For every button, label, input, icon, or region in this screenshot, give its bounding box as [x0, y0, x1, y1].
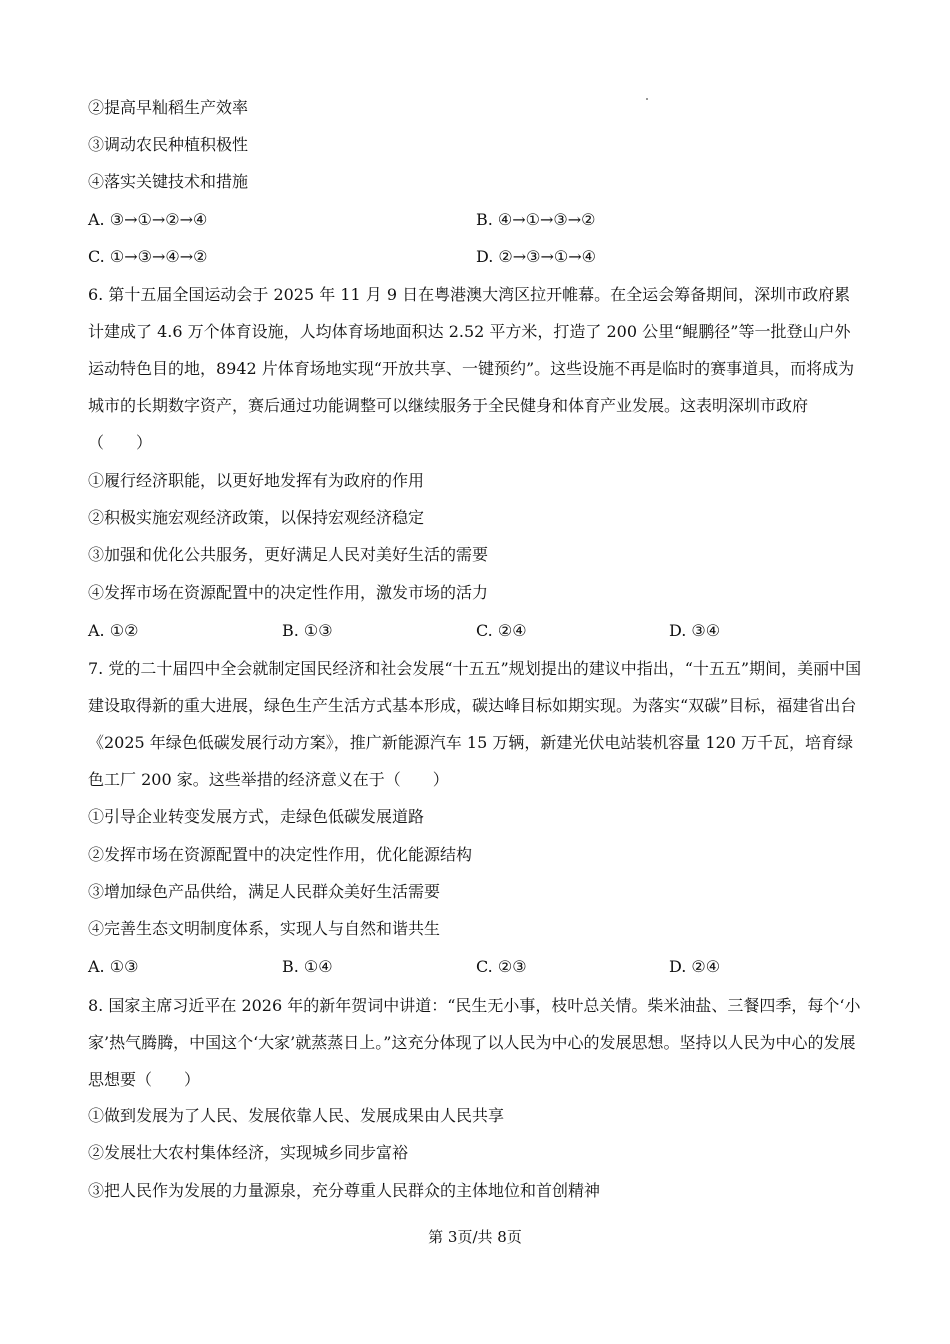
q8-item-1: ①做到发展为了人民、发展依靠人民、发展成果由人民共享	[88, 1106, 505, 1125]
q5-option-d: D. ②→③→①→④	[476, 247, 597, 266]
q5-item-3: ③调动农民种植积极性	[88, 135, 249, 154]
q7-option-d: D. ②④	[669, 957, 721, 976]
q7-item-4: ④完善生态文明制度体系，实现人与自然和谐共生	[88, 919, 441, 938]
q7-item-3: ③增加绿色产品供给，满足人民群众美好生活需要	[88, 882, 441, 901]
q5-option-c: C. ①→③→④→②	[88, 247, 208, 266]
q5-option-b: B. ④→①→③→②	[476, 210, 596, 229]
q6-item-3: ③加强和优化公共服务，更好满足人民对美好生活的需要	[88, 545, 489, 564]
q6-option-a: A. ①②	[88, 621, 139, 640]
q8-item-2: ②发展壮大农村集体经济，实现城乡同步富裕	[88, 1143, 409, 1162]
q6-option-c: C. ②④	[476, 621, 527, 640]
page-number-footer: 第 3页/共 8页	[428, 1228, 522, 1246]
q8-stem: 8. 国家主席习近平在 2026 年的新年贺词中讲道：“民生无小事，枝叶总关情。柴米油盐、三餐四季，每个‘小家’热气腾腾，中国这个‘大家’就蒸蒸日上。”这充分体现了以人民为中心的发展思想。坚持以人民为中心的发展思想要（ ）	[88, 996, 861, 1089]
q6-item-4: ④发挥市场在资源配置中的决定性作用，激发市场的活力	[88, 583, 489, 602]
q7-option-a: A. ①③	[88, 957, 139, 976]
q7-stem: 7. 党的二十届四中全会就制定国民经济和社会发展“十五五”规划提出的建议中指出，“十五五”期间，美丽中国建设取得新的重大进展，绿色生产生活方式基本形成，碳达峰目标如期实现。为落实“双碳”目标，福建省出台《2025 年绿色低碳发展行动方案》，推广新能源汽车 15 万辆，新建光伏电站装机容量 120 万千瓦，培育绿色工厂 200 家。这些举措的经济意义在于（ ）	[88, 659, 862, 789]
q6-option-b: B. ①③	[282, 621, 333, 640]
q6-option-d: D. ③④	[669, 621, 721, 640]
q7-option-b: B. ①④	[282, 957, 333, 976]
q6-item-2: ②积极实施宏观经济政策，以保持宏观经济稳定	[88, 508, 425, 527]
q8-item-3: ③把人民作为发展的力量源泉，充分尊重人民群众的主体地位和首创精神	[88, 1181, 601, 1200]
q5-option-a: A. ③→①→②→④	[88, 210, 208, 229]
q7-item-1: ①引导企业转变发展方式，走绿色低碳发展道路	[88, 807, 425, 826]
q6-stem: 6. 第十五届全国运动会于 2025 年 11 月 9 日在粤港澳大湾区拉开帷幕。在全运会筹备期间，深圳市政府累计建成了 4.6 万个体育设施，人均体育场地面积达 2.52 平方米，打造了 200 公里“鲲鹏径”等一批登山户外运动特色目的地，8942 片体育场地实现“开放共享、一键预约”。这些设施不再是临时的赛事道具，而将成为城市的长期数字资产，赛后通过功能调整可以继续服务于全民健身和体育产业发展。这表明深圳市政府（ ）	[88, 285, 855, 452]
q6-item-1: ①履行经济职能，以更好地发挥有为政府的作用	[88, 471, 425, 490]
q7-option-c: C. ②③	[476, 957, 527, 976]
q5-item-4: ④落实关键技术和措施	[88, 172, 249, 191]
q7-item-2: ②发挥市场在资源配置中的决定性作用，优化能源结构	[88, 845, 473, 864]
q5-item-2: ②提高早籼稻生产效率	[88, 98, 249, 117]
